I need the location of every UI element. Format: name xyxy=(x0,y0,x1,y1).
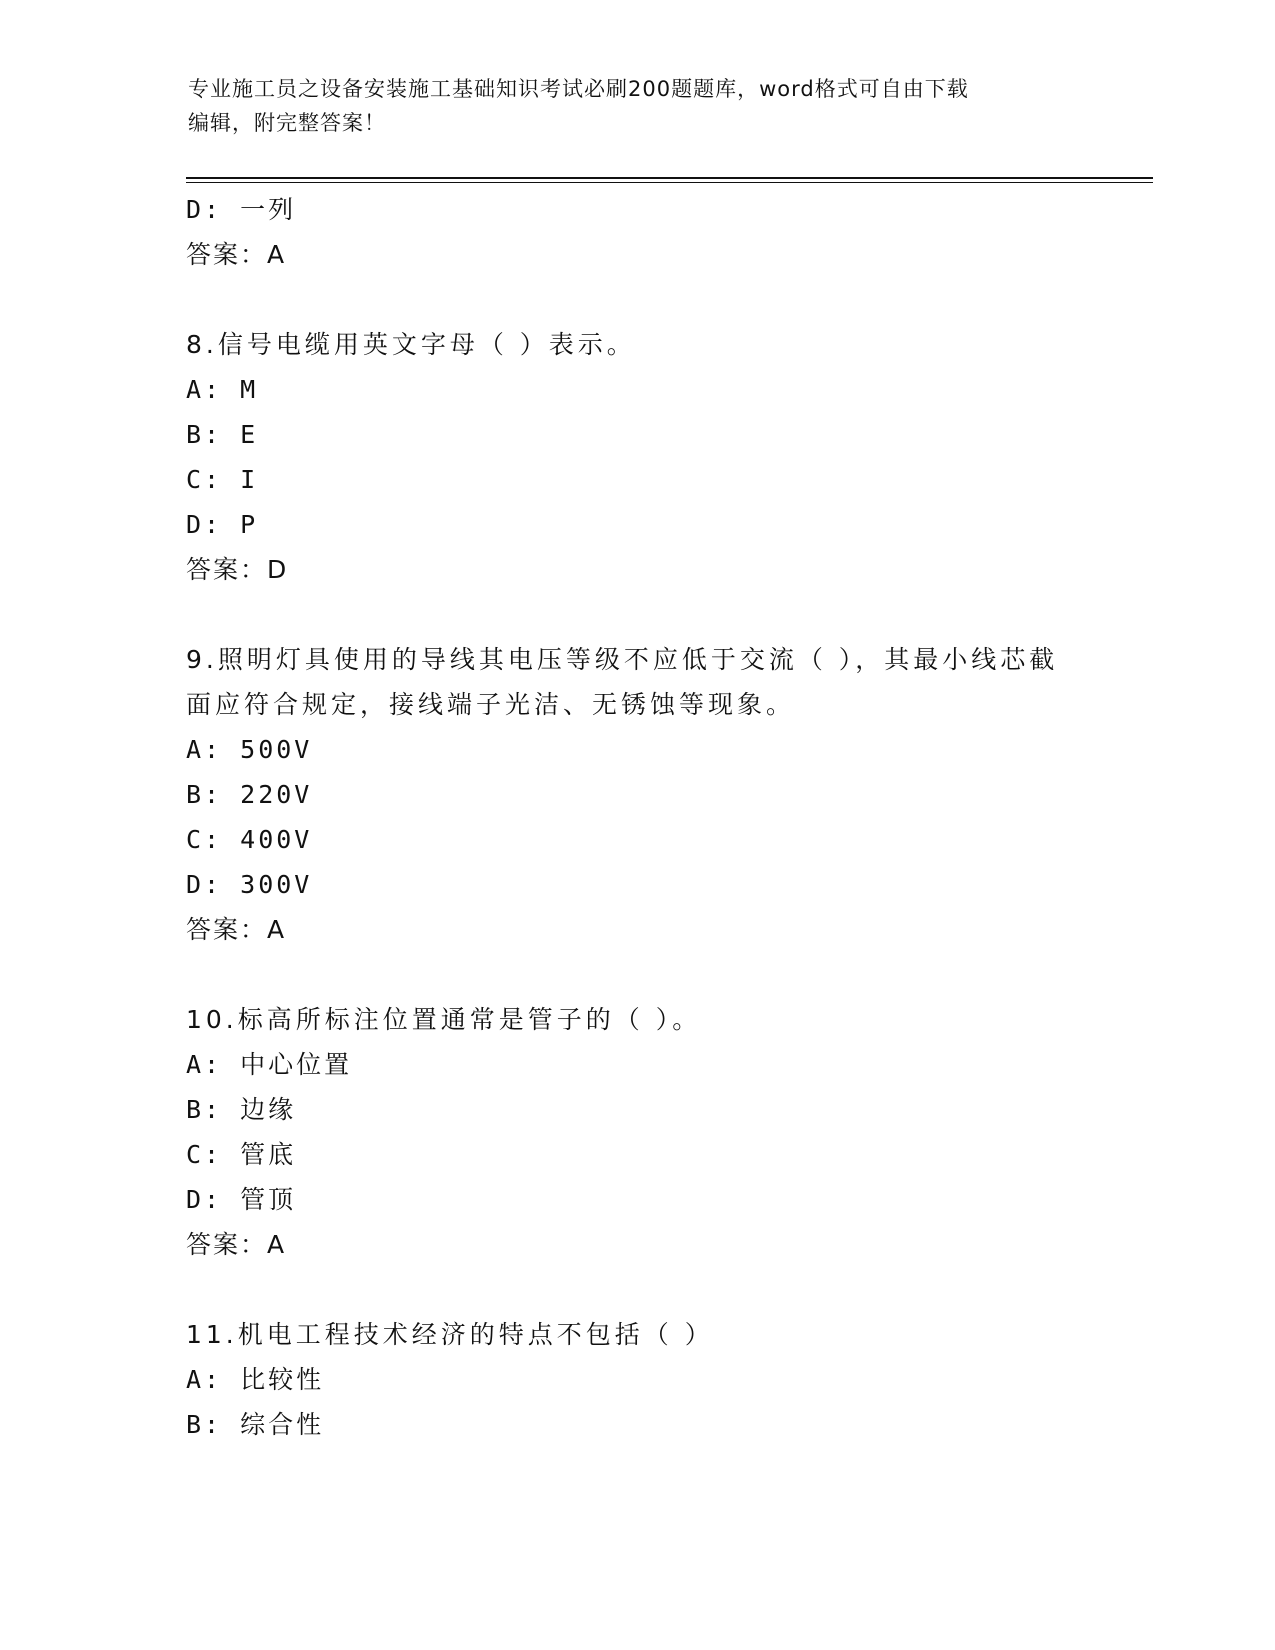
question-8-answer xyxy=(186,553,288,587)
question-9-option-b: B: 220V xyxy=(186,780,313,809)
answer-label: 答案： xyxy=(186,1230,268,1259)
question-10-option-a: A: 中心位置 xyxy=(186,1050,353,1079)
answer-label: 答案： xyxy=(186,555,268,584)
answer-label: 答案： xyxy=(186,240,268,269)
question-10-option-c: C: 管底 xyxy=(186,1140,297,1169)
header-rule-thin xyxy=(186,182,1153,183)
question-8-option-b: B: E xyxy=(186,420,259,449)
question-9-option-d: D: 300V xyxy=(186,870,313,899)
question-10-option-d: D: 管顶 xyxy=(186,1185,297,1214)
question-9-stem-line-2: 面应符合规定，接线端子光洁、无锈蚀等现象。 xyxy=(186,690,796,719)
question-8-option-c: C: I xyxy=(186,465,259,494)
question-11-option-b: B: 综合性 xyxy=(186,1410,325,1439)
question-9-option-c: C: 400V xyxy=(186,825,313,854)
question-10-stem: 10.标高所标注位置通常是管子的（ ）。 xyxy=(186,1005,702,1034)
answer-value: D xyxy=(267,555,289,584)
header-rule-thick xyxy=(186,177,1153,179)
question-11-stem: 11.机电工程技术经济的特点不包括（ ） xyxy=(186,1320,714,1349)
prev-option-d: D: 一列 xyxy=(186,195,297,224)
question-9-option-a: A: 500V xyxy=(186,735,313,764)
question-11-option-a: A: 比较性 xyxy=(186,1365,325,1394)
answer-value: A xyxy=(267,1230,287,1259)
question-8-option-d: D: P xyxy=(186,510,259,539)
question-9-answer xyxy=(186,913,286,947)
answer-value: A xyxy=(267,240,287,269)
header-line-2: 编辑，附完整答案！ xyxy=(188,111,386,135)
question-9-stem-line-1: 9.照明灯具使用的导线其电压等级不应低于交流（ ），其最小线芯截 xyxy=(186,645,1059,674)
answer-value: A xyxy=(267,915,287,944)
document-header xyxy=(188,72,1088,140)
question-10-option-b: B: 边缘 xyxy=(186,1095,297,1124)
prev-answer xyxy=(186,238,286,272)
question-8-option-a: A: M xyxy=(186,375,259,404)
header-line-1: 专业施工员之设备安装施工基础知识考试必刷200题题库，word格式可自由下载 xyxy=(188,77,969,101)
question-8-stem: 8.信号电缆用英文字母（ ）表示。 xyxy=(186,330,636,359)
question-10-answer xyxy=(186,1228,286,1262)
answer-label: 答案： xyxy=(186,915,268,944)
